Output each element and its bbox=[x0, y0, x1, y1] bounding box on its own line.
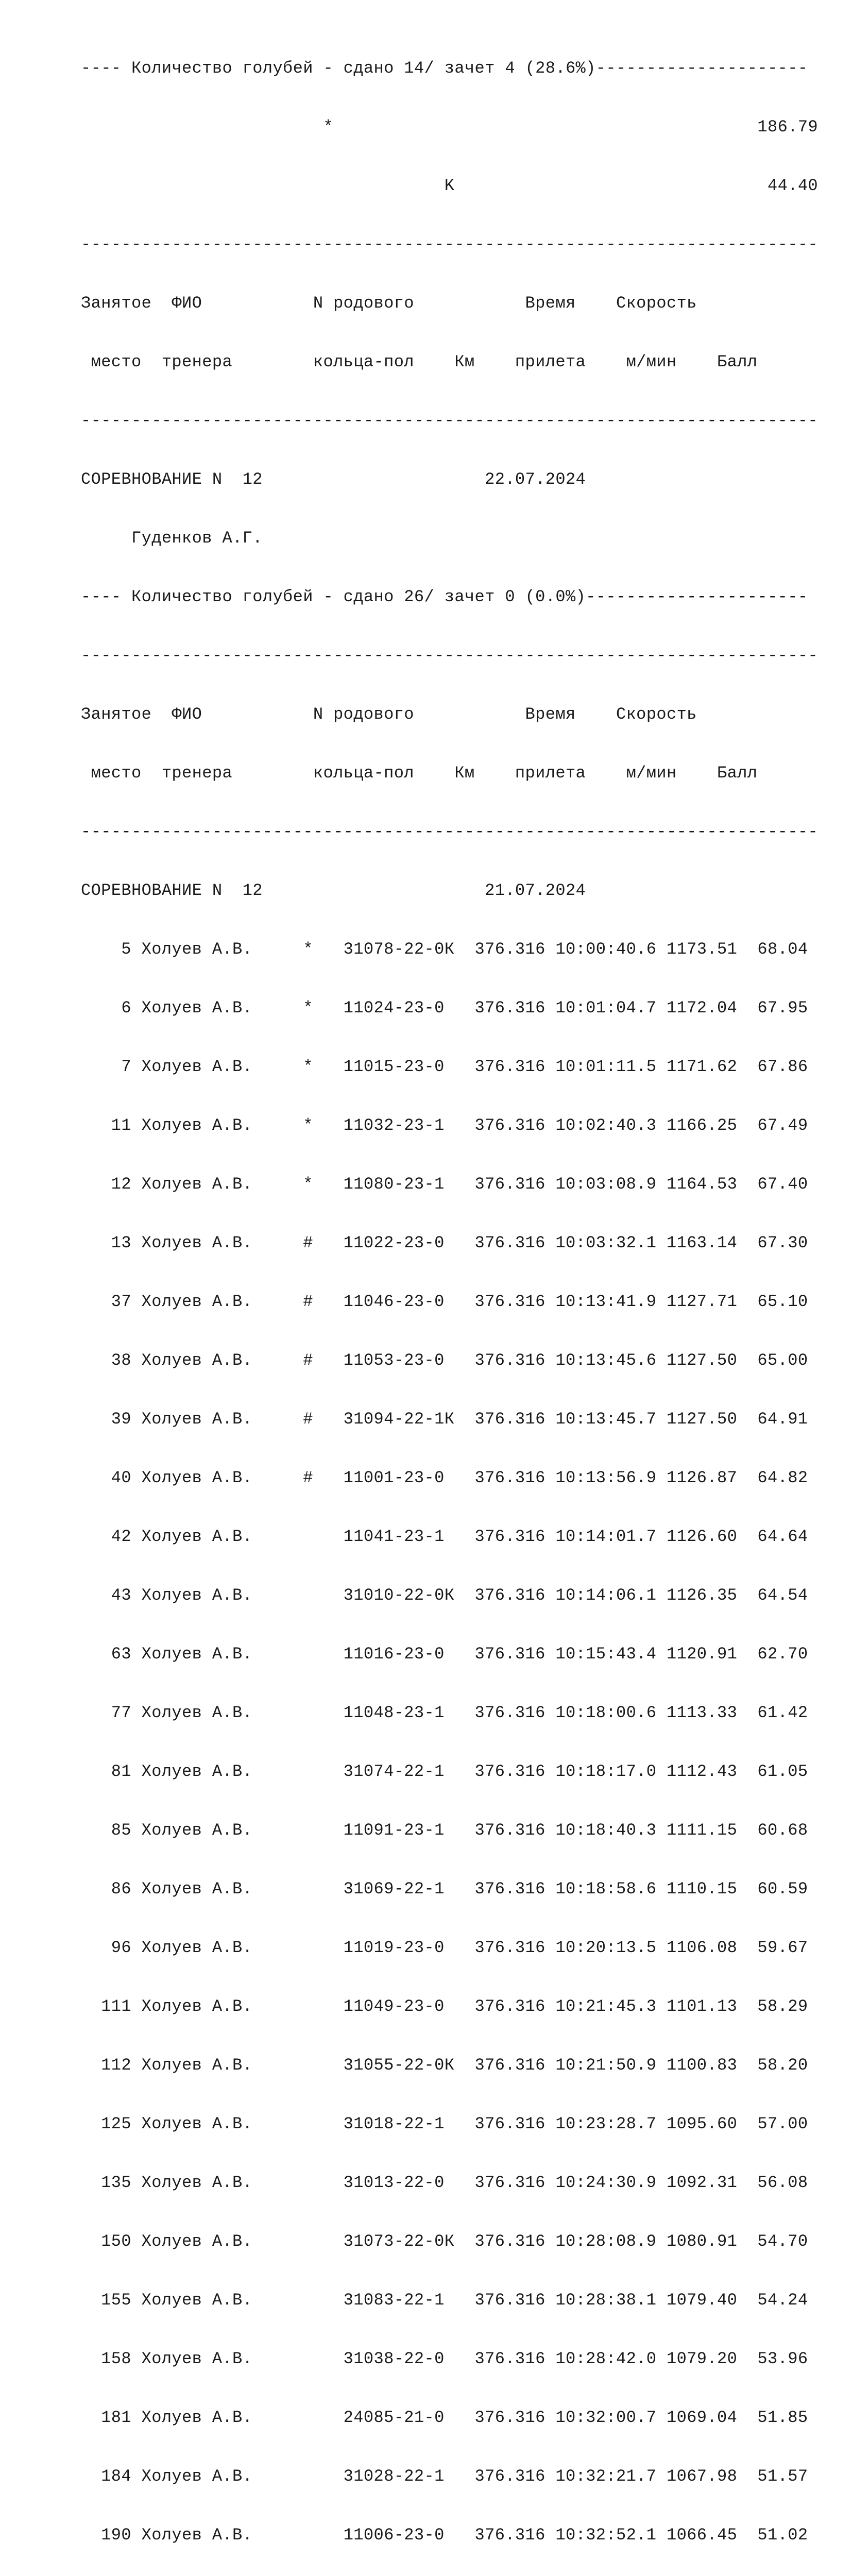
line: 112 Холуев А.В. 31055-22-0К 376.316 10:21:50.9 1100.83 58.20 bbox=[81, 2056, 808, 2075]
line: 85 Холуев А.В. 11091-23-1 376.316 10:18:40.3 1111.15 60.68 bbox=[81, 1821, 808, 1840]
line: место тренера кольца-пол Км прилета м/мин Балл bbox=[81, 764, 758, 783]
line: 42 Холуев А.В. 11041-23-1 376.316 10:14:01.7 1126.60 64.64 bbox=[81, 1527, 808, 1546]
line: место тренера кольца-пол Км прилета м/мин Балл bbox=[81, 352, 758, 371]
line: 43 Холуев А.В. 31010-22-0К 376.316 10:14:06.1 1126.35 64.54 bbox=[81, 1586, 808, 1605]
line: 7 Холуев А.В. * 11015-23-0 376.316 10:01:11.5 1171.62 67.86 bbox=[81, 1057, 808, 1076]
line: Занятое ФИО N родового Время Скорость bbox=[81, 294, 697, 313]
line: 6 Холуев А.В. * 11024-23-0 376.316 10:01:04.7 1172.04 67.95 bbox=[81, 998, 808, 1018]
line: 63 Холуев А.В. 11016-23-0 376.316 10:15:43.4 1120.91 62.70 bbox=[81, 1645, 808, 1664]
line: K 44.40 bbox=[81, 176, 819, 195]
line: 77 Холуев А.В. 11048-23-1 376.316 10:18:00.6 1113.33 61.42 bbox=[81, 1703, 808, 1722]
line: СОРЕВНОВАНИЕ N 12 21.07.2024 bbox=[81, 881, 586, 900]
line: ------------------------------------------------------------------------- bbox=[81, 411, 819, 430]
line: 13 Холуев А.В. # 11022-23-0 376.316 10:03:32.1 1163.14 67.30 bbox=[81, 1233, 808, 1252]
line: СОРЕВНОВАНИЕ N 12 22.07.2024 bbox=[81, 470, 586, 489]
line: 37 Холуев А.В. # 11046-23-0 376.316 10:13:41.9 1127.71 65.10 bbox=[81, 1292, 808, 1311]
line: Занятое ФИО N родового Время Скорость bbox=[81, 705, 697, 724]
line: 184 Холуев А.В. 31028-22-1 376.316 10:32:21.7 1067.98 51.57 bbox=[81, 2467, 808, 2486]
line: 96 Холуев А.В. 11019-23-0 376.316 10:20:13.5 1106.08 59.67 bbox=[81, 1938, 808, 1957]
line: 125 Холуев А.В. 31018-22-1 376.316 10:23:28.7 1095.60 57.00 bbox=[81, 2114, 808, 2133]
line: 5 Холуев А.В. * 31078-22-0К 376.316 10:00:40.6 1173.51 68.04 bbox=[81, 940, 808, 959]
line: ---- Количество голубей - сдано 26/ зачет 0 (0.0%)---------------------- bbox=[81, 587, 808, 606]
line: 155 Холуев А.В. 31083-22-1 376.316 10:28:38.1 1079.40 54.24 bbox=[81, 2291, 808, 2310]
line: 86 Холуев А.В. 31069-22-1 376.316 10:18:58.6 1110.15 60.59 bbox=[81, 1879, 808, 1899]
line: 181 Холуев А.В. 24085-21-0 376.316 10:32:00.7 1069.04 51.85 bbox=[81, 2408, 808, 2427]
line: ------------------------------------------------------------------------- bbox=[81, 235, 819, 254]
line: 12 Холуев А.В. * 11080-23-1 376.316 10:03:08.9 1164.53 67.40 bbox=[81, 1175, 808, 1194]
line: 81 Холуев А.В. 31074-22-1 376.316 10:18:17.0 1112.43 61.05 bbox=[81, 1762, 808, 1781]
line: 135 Холуев А.В. 31013-22-0 376.316 10:24:30.9 1092.31 56.08 bbox=[81, 2173, 808, 2192]
line: 190 Холуев А.В. 11006-23-0 376.316 10:32:52.1 1066.45 51.02 bbox=[81, 2526, 808, 2545]
line: Гуденков А.Г. bbox=[81, 529, 263, 548]
results-document bbox=[81, 20, 818, 2576]
line: ------------------------------------------------------------------------- bbox=[81, 646, 819, 665]
line: 158 Холуев А.В. 31038-22-0 376.316 10:28:42.0 1079.20 53.96 bbox=[81, 2349, 808, 2368]
line: * 186.79 bbox=[81, 117, 819, 137]
line: 38 Холуев А.В. # 11053-23-0 376.316 10:13:45.6 1127.50 65.00 bbox=[81, 1351, 808, 1370]
line: 39 Холуев А.В. # 31094-22-1К 376.316 10:13:45.7 1127.50 64.91 bbox=[81, 1410, 808, 1429]
line: ---- Количество голубей - сдано 14/ зачет 4 (28.6%)--------------------- bbox=[81, 59, 808, 78]
line: 40 Холуев А.В. # 11001-23-0 376.316 10:13:56.9 1126.87 64.82 bbox=[81, 1468, 808, 1487]
line: 111 Холуев А.В. 11049-23-0 376.316 10:21:45.3 1101.13 58.29 bbox=[81, 1997, 808, 2016]
line: 150 Холуев А.В. 31073-22-0К 376.316 10:28:08.9 1080.91 54.70 bbox=[81, 2232, 808, 2251]
line: 11 Холуев А.В. * 11032-23-1 376.316 10:02:40.3 1166.25 67.49 bbox=[81, 1116, 808, 1135]
line: ------------------------------------------------------------------------- bbox=[81, 822, 819, 841]
